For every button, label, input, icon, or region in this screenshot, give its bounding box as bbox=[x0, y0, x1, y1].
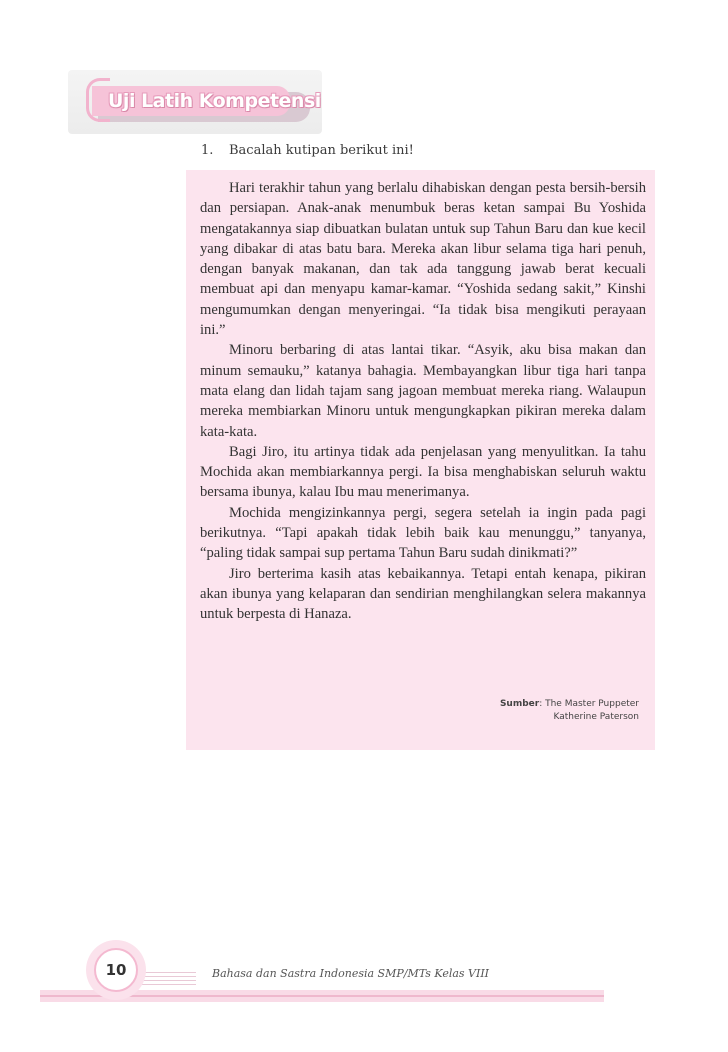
source-title: : The Master Puppeter bbox=[539, 699, 639, 709]
passage-paragraph-3: Bagi Jiro, itu artinya tidak ada penjelasan yang menyulitkan. Ia tahu Mochida akan membiarkannya pergi. Ia bisa menghabiskan seluruh waktu bersama ibunya, kalau Ibu mau menerimanya. bbox=[200, 443, 646, 501]
page-number: 10 bbox=[105, 961, 127, 979]
passage-text bbox=[200, 178, 646, 625]
banner-curl-icon bbox=[86, 78, 110, 122]
passage-paragraph-4: Mochida mengizinkannya pergi, segera setelah ia ingin pada pagi berikutnya. “Tapi apakah tidak lebih baik kau menunggu,” tanyanya, “paling tidak sampai sup pertama Tahun Baru sudah dinikmati?” bbox=[200, 504, 646, 562]
section-title: Uji Latih Kompetensi bbox=[108, 90, 321, 112]
source-author: Katherine Paterson bbox=[553, 712, 639, 722]
passage-paragraph-2: Minoru berbaring di atas lantai tikar. “Asyik, aku bisa makan dan minum semauku,” katanya bahagia. Membayangkan libur tiga hari tanpa mata elang dan lidah tajam sang jagoan membuat mereka riang. Walaupun mereka membiarkan Minoru untuk mengungkapkan pikiran mereka dalam kata-kata. bbox=[200, 342, 646, 440]
source-citation bbox=[500, 698, 639, 724]
source-label: Sumber bbox=[499, 699, 540, 709]
passage-paragraph-5: Jiro berterima kasih atas kebaikannya. Tetapi entah kenapa, pikiran akan ibunya yang kelaparan dan sendirian menghilangkan selera makannya untuk berpesta di Hanaza. bbox=[200, 565, 646, 623]
passage-paragraph-1: Hari terakhir tahun yang berlalu dihabiskan dengan pesta bersih-bersih dan persiapan. Anak-anak menumbuk beras ketan sampai Bu Yoshida mengatakannya siap dibuatkan bulatan untuk sup Tahun Baru dan kue kecil yang dibakar di atas batu bara. Mereka akan libur selama tiga hari penuh, dengan banyak makanan, dan tak ada tanggung jawab berat kecuali membuat api dan menyapu kamar-kamar. “Yoshida sedang sakit,” Kinshi mengumumkan dengan menyeringai. “Ia tidak bisa mengikuti perayaan ini.” bbox=[200, 180, 646, 339]
passage-box bbox=[186, 170, 655, 750]
question-number: 1. bbox=[201, 143, 214, 158]
question-text: Bacalah kutipan berikut ini! bbox=[229, 143, 414, 158]
footer-book-title: Bahasa dan Sastra Indonesia SMP/MTs Kelas VIII bbox=[212, 967, 490, 980]
